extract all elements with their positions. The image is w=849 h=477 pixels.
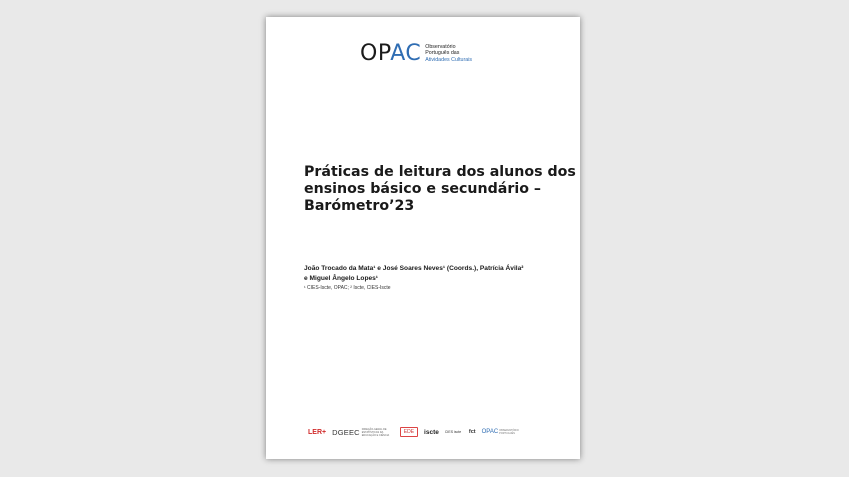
document-authors [304, 264, 564, 284]
dgeec-logo-text: DGEEC [332, 427, 360, 437]
opac-logo [360, 43, 472, 65]
logo-line-1: Observatório [425, 44, 456, 50]
ler-logo [308, 429, 326, 436]
logo-line-2: Português das [425, 50, 460, 57]
fct-logo-text: fct [468, 429, 476, 435]
partner-logos [308, 424, 519, 440]
box-logo [400, 427, 418, 437]
fct-logo [469, 429, 476, 435]
opac-wordmark [360, 43, 421, 65]
opac-footer-logo-text: OPAC [481, 429, 499, 435]
document-page [266, 17, 580, 459]
ler-logo-text: LER+ [308, 428, 327, 436]
title-line-1: Práticas de leitura dos alunos dos [304, 164, 576, 180]
author-affiliations: ¹ CIES-Iscte, OPAC; ² Iscte, CIES-Iscte [304, 285, 391, 291]
cies-logo [445, 430, 463, 434]
iscte-logo [424, 429, 439, 436]
logo-op: OP [360, 41, 391, 66]
opac-footer-logo-subtext: OBSERVATÓRIO PORTUGUÊS [499, 429, 519, 435]
dgeec-logo-subtext: DIREÇÃO-GERAL DE ESTATÍSTICAS DA EDUCAÇÃO E CIÊNCIA [361, 427, 390, 437]
authors-line-2: e Miguel Ângelo Lopes¹ [304, 275, 378, 282]
document-title [304, 164, 576, 215]
title-line-3: Barómetro’23 [304, 198, 415, 214]
authors-line-1: João Trocado da Mata¹ e José Soares Neves¹ (Coords.), Patrícia Ávila² [304, 265, 524, 272]
logo-ac: AC [390, 41, 422, 66]
title-line-2: ensinos básico e secundário – [304, 181, 542, 197]
iscte-logo-text: iscte [424, 428, 439, 436]
logo-line-3: Atividades Culturais [425, 56, 473, 63]
box-logo-text: EDE [400, 427, 418, 437]
opac-footer-logo [481, 429, 519, 435]
dgeec-logo [332, 428, 394, 437]
opac-subtitle [425, 44, 472, 63]
cies-logo-text: CIES iscte [444, 430, 462, 434]
